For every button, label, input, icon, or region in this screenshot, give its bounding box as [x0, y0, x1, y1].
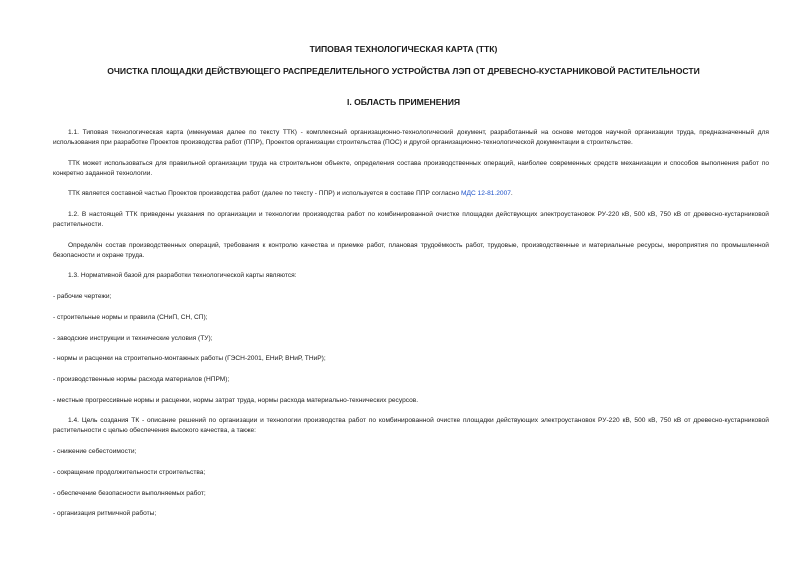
- list-item: - обеспечение безопасности выполняемых работ;: [53, 490, 206, 497]
- paragraph-ttk-ppr: [53, 189, 769, 199]
- list-item: - нормы и расценки на строительно-монтажных работы (ГЭСН-2001, ЕНиР, ВНиР, ТНиР);: [53, 355, 326, 362]
- paragraph-1-1: 1.1. Типовая технологическая карта (именуемая далее по тексту ТТК) - комплексный организационно-технологический документ, разработанный на основе методов научной организации труда, предназначенный для использования при разработке Проектов производства работ (ППР), Проектов организации строительства (ПОС) и другой организационно-технологической документации в строительстве.: [53, 129, 769, 146]
- paragraph-ttk-ppr-text: ТТК является составной частью Проектов производства работ (далее по тексту - ППР) и используется в составе ППР согласно: [68, 190, 461, 197]
- paragraph-1-2: 1.2. В настоящей ТТК приведены указания по организации и технологии производства работ по комбинированной очистке площадки действующих электроустановок РУ-220 кВ, 500 кВ, 750 кВ от древесно-кустарниковой растительности.: [53, 211, 769, 228]
- list-item: - организация ритмичной работы;: [53, 510, 157, 517]
- section-heading: I. ОБЛАСТЬ ПРИМЕНЕНИЯ: [346, 97, 461, 107]
- paragraph-ttk-usage: ТТК может использоваться для правильной организации труда на строительном объекте, определения состава производственных операций, наиболее современных средств механизации и способов выполнения работ по конкретно заданной технологии.: [53, 160, 769, 177]
- list-item: - заводские инструкции и технические условия (ТУ);: [53, 335, 213, 342]
- list-item: - строительные нормы и правила (СНиП, СН, СП);: [53, 314, 208, 321]
- list-item: - рабочие чертежи;: [53, 293, 112, 300]
- mds-link[interactable]: МДС 12-81.2007: [460, 190, 511, 197]
- paragraph-1-3: 1.3. Нормативной базой для разработки технологической карты являются:: [68, 272, 297, 279]
- document-subtitle: ОЧИСТКА ПЛОЩАДКИ ДЕЙСТВУЮЩЕГО РАСПРЕДЕЛИТЕЛЬНОГО УСТРОЙСТВА ЛЭП ОТ ДРЕВЕСНО-КУСТАРНИКОВОЙ РАСТИТЕЛЬНОСТИ: [107, 66, 700, 76]
- list-item: - производственные нормы расхода материалов (НПРМ);: [53, 376, 230, 383]
- document-title: ТИПОВАЯ ТЕХНОЛОГИЧЕСКАЯ КАРТА (ТТК): [309, 44, 498, 54]
- paragraph-1-4: 1.4. Цель создания ТК - описание решений по организации и технологии производства работ по комбинированной очистке площадки действующих электроустановок РУ-220 кВ, 500 кВ, 750 кВ от древесно-кустарниковой растительности с целью обеспечения высокого качества, а также:: [53, 417, 769, 434]
- list-item: - сокращение продолжительности строительства;: [53, 469, 206, 476]
- list-item: - местные прогрессивные нормы и расценки, нормы затрат труда, нормы расхода материально-технических ресурсов.: [53, 397, 419, 404]
- paragraph-ttk-ppr-end: .: [510, 190, 513, 197]
- paragraph-operations: Определён состав производственных операций, требования к контролю качества и приемке работ, плановая трудоёмкость работ, трудовые, производственные и материальные ресурсы, мероприятия по промышленной безопасности и охране труда.: [53, 242, 769, 259]
- list-item: - снижение себестоимости;: [53, 448, 137, 455]
